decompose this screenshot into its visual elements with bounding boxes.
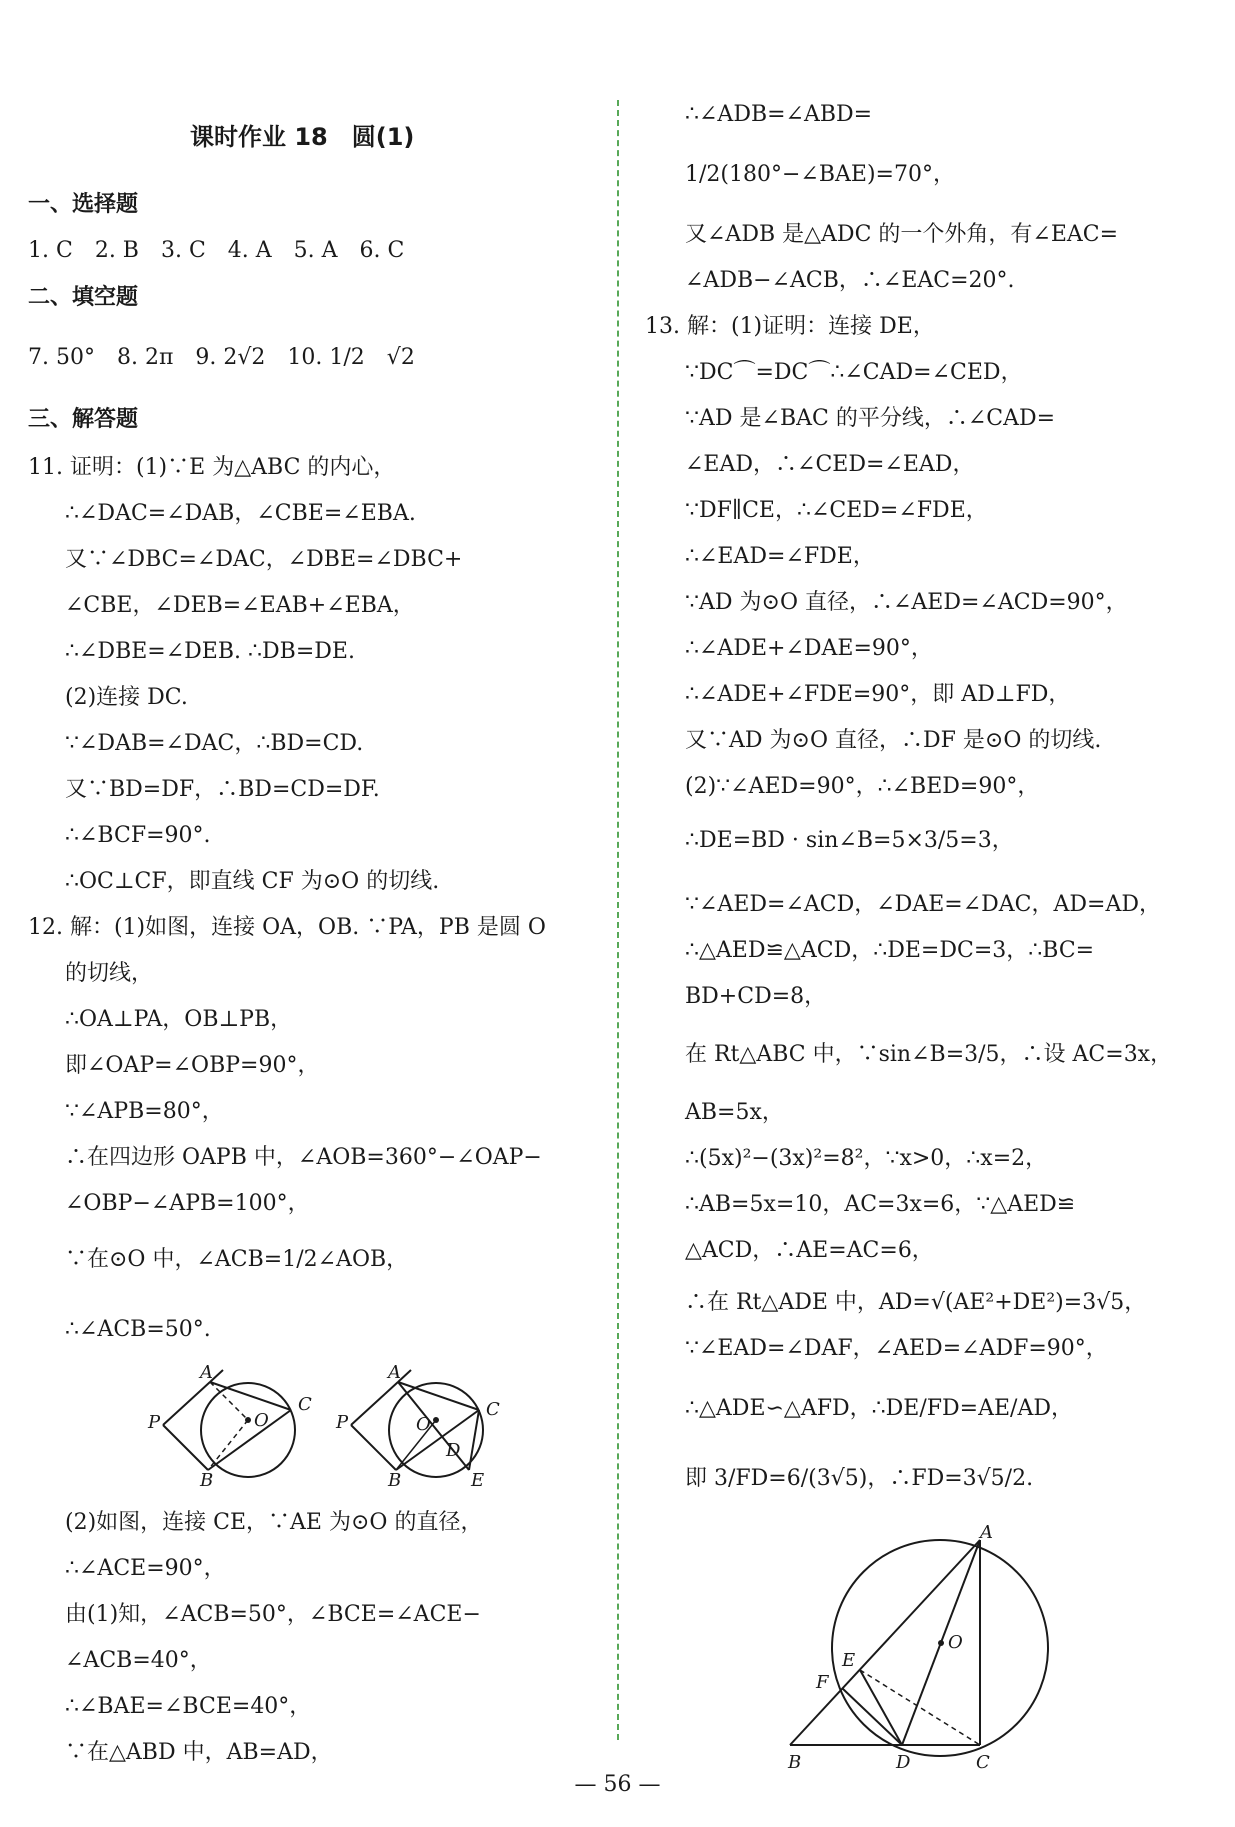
text-line: 又∵∠DBC=∠DAC，∠DBE=∠DBC+ — [65, 547, 463, 572]
text-line: ∵DF∥CE，∴∠CED=∠FDE， — [685, 498, 988, 523]
text-line: ∠OBP−∠APB=100°， — [65, 1191, 310, 1216]
figure-label: P — [148, 1412, 161, 1433]
text-line: ∴△ADE∽△AFD，∴DE/FD=AE/AD， — [685, 1396, 1073, 1421]
text-line: 即∠OAP=∠OBP=90°， — [65, 1053, 320, 1078]
text-line: 1. C 2. B 3. C 4. A 5. A 6. C — [28, 238, 405, 263]
text-line: 由(1)知，∠ACB=50°，∠BCE=∠ACE− — [65, 1602, 481, 1627]
text-line: 12. 解：(1)如图，连接 OA，OB. ∵PA，PB 是圆 O — [28, 915, 546, 940]
text-line: ∠ADB−∠ACB，∴∠EAC=20°. — [685, 268, 1015, 293]
text-line: ∵在⊙O 中，∠ACB=1/2∠AOB， — [65, 1247, 409, 1272]
figure-label: D — [896, 1752, 911, 1773]
text-line: BD+CD=8， — [685, 984, 827, 1009]
text-line: 1/2(180°−∠BAE)=70°， — [685, 162, 955, 187]
text-line: ∴DE=BD · sin∠B=5×3/5=3， — [685, 828, 1014, 853]
text-line: 7. 50° 8. 2π 9. 2√2 10. 1/2 √2 — [28, 345, 415, 370]
text-line: ∴OA⊥PA，OB⊥PB， — [65, 1007, 293, 1032]
text-line: ∴∠BAE=∠BCE=40°， — [65, 1694, 312, 1719]
text-line: ∵∠EAD=∠DAF，∠AED=∠ADF=90°， — [685, 1336, 1108, 1361]
figure-label: O — [254, 1410, 269, 1431]
text-line: ∴(5x)²−(3x)²=8²，∵x>0，∴x=2， — [685, 1146, 1048, 1171]
text-line: ∴∠ADB=∠ABD= — [685, 102, 873, 127]
figure-label: C — [486, 1399, 500, 1420]
section-heading-choice: 一、选择题 — [28, 192, 139, 217]
text-line: 在 Rt△ABC 中，∵sin∠B=3/5，∴设 AC=3x， — [685, 1042, 1173, 1067]
text-line: ∴在 Rt△ADE 中，AD=√(AE²+DE²)=3√5， — [685, 1290, 1147, 1315]
figure-circle-tangents-2 — [336, 1360, 506, 1500]
text-line: ∠EAD，∴∠CED=∠EAD， — [685, 452, 975, 477]
figure-label: A — [388, 1362, 401, 1383]
text-line: ∵∠AED=∠ACD，∠DAE=∠DAC，AD=AD， — [685, 892, 1161, 917]
section-heading-answer: 三、解答题 — [28, 407, 139, 432]
figure-circle-tangents-1 — [148, 1360, 318, 1500]
figure-label: A — [980, 1522, 993, 1543]
text-line: (2)如图，连接 CE，∵AE 为⊙O 的直径， — [65, 1510, 483, 1535]
figure-label: E — [471, 1470, 485, 1491]
section-heading-fill: 二、填空题 — [28, 285, 139, 310]
text-line: 的切线， — [65, 961, 154, 986]
text-line: (2)∵∠AED=90°，∴∠BED=90°， — [685, 774, 1040, 799]
figure-label: B — [200, 1470, 214, 1491]
page-number: — 56 — — [574, 1772, 661, 1797]
figure-label: B — [788, 1752, 802, 1773]
text-line: ∵在△ABD 中，AB=AD， — [65, 1740, 333, 1765]
figure-label: F — [816, 1672, 829, 1693]
text-line: ∴∠DAC=∠DAB，∠CBE=∠EBA. — [65, 501, 416, 526]
figure-circle-triangle — [780, 1522, 1060, 1773]
text-line: ∴∠ACE=90°， — [65, 1556, 226, 1581]
text-line: ∵∠DAB=∠DAC，∴BD=CD. — [65, 731, 364, 756]
text-line: ∴∠DBE=∠DEB. ∴DB=DE. — [65, 639, 355, 664]
text-line: 又∠ADB 是△ADC 的一个外角，有∠EAC= — [685, 222, 1119, 247]
text-line: 13. 解：(1)证明：连接 DE， — [645, 314, 935, 339]
figure-label: O — [416, 1414, 431, 1435]
figure-label: B — [388, 1470, 402, 1491]
text-line: ∵AD 为⊙O 直径，∴∠AED=∠ACD=90°， — [685, 590, 1128, 615]
text-line: 又∵AD 为⊙O 直径，∴DF 是⊙O 的切线. — [685, 728, 1102, 753]
text-line: ∴在四边形 OAPB 中，∠AOB=360°−∠OAP− — [65, 1145, 542, 1170]
text-line: 又∵BD=DF，∴BD=CD=DF. — [65, 777, 380, 802]
figure-label: D — [446, 1440, 461, 1461]
text-line: ∴AB=5x=10，AC=3x=6，∵△AED≌ — [685, 1192, 1076, 1217]
text-line: ∴∠BCF=90°. — [65, 823, 211, 848]
text-line: ∵AD 是∠BAC 的平分线，∴∠CAD= — [685, 406, 1056, 431]
text-line: ∴∠ADE+∠FDE=90°，即 AD⊥FD， — [685, 682, 1071, 707]
figure-label: C — [976, 1752, 990, 1773]
text-line: ∴∠ACB=50°. — [65, 1317, 211, 1342]
text-line: ∴∠EAD=∠FDE， — [685, 544, 875, 569]
text-line: ∠ACB=40°， — [65, 1648, 212, 1673]
figure-label: C — [298, 1394, 312, 1415]
text-line: ∵∠APB=80°， — [65, 1099, 224, 1124]
text-line: △ACD，∴AE=AC=6， — [685, 1238, 934, 1263]
page-title: 课时作业 18 圆(1) — [190, 123, 415, 151]
text-line: ∴OC⊥CF，即直线 CF 为⊙O 的切线. — [65, 869, 440, 894]
text-line: 11. 证明：(1)∵E 为△ABC 的内心， — [28, 455, 396, 480]
text-line: 即 3/FD=6/(3√5)，∴FD=3√5/2. — [685, 1466, 1034, 1491]
text-line: ∵DC⌒=DC⌒∴∠CAD=∠CED， — [685, 360, 1023, 385]
text-line: (2)连接 DC. — [65, 685, 188, 710]
text-line: AB=5x， — [685, 1100, 784, 1125]
figure-label: O — [948, 1632, 963, 1653]
figure-label: P — [336, 1412, 349, 1433]
figure-label: A — [200, 1362, 213, 1383]
text-line: ∠CBE，∠DEB=∠EAB+∠EBA， — [65, 593, 415, 618]
text-line: ∴△AED≌△ACD，∴DE=DC=3，∴BC= — [685, 938, 1095, 963]
figure-label: E — [842, 1650, 856, 1671]
column-divider — [617, 100, 619, 1740]
text-line: ∴∠ADE+∠DAE=90°， — [685, 636, 933, 661]
